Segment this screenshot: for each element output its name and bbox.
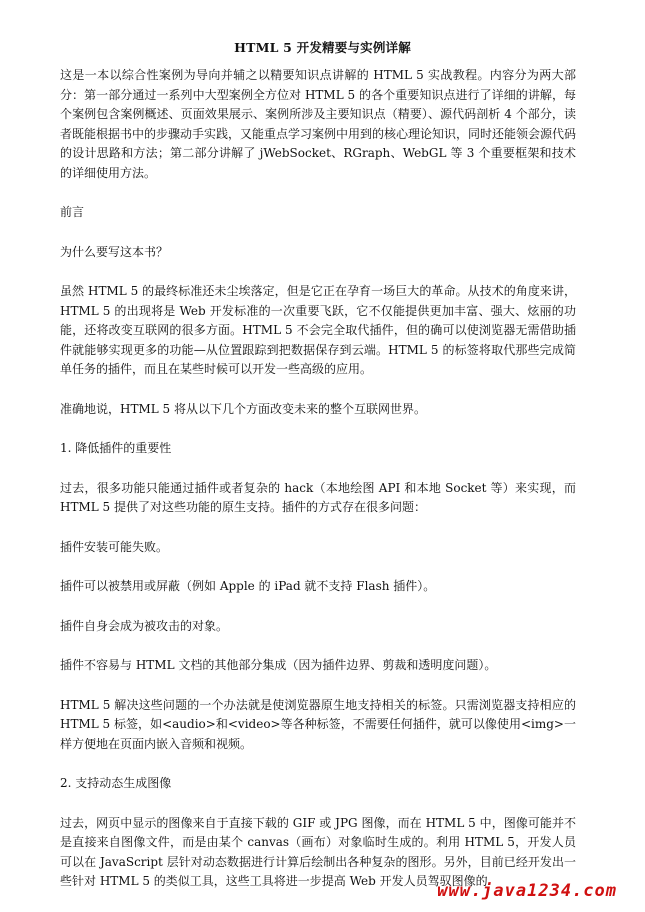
paragraph-revolution: 虽然 HTML 5 的最终标准还未尘埃落定，但是它正在孕育一场巨大的革命。从技术的角度来讲，HTML 5 的出现将是 Web 开发标准的一次重要飞跃，它不仅能提供更加丰富、强大、炫丽的功能，还将改变互联网的很多方面。HTML 5 不会完全取代插件，但的确可以使浏览器无需借助插件就能够实现更多的功能—从位置跟踪到把数据保存到云端。HTML 5 的标签将取代那些完成简单任务的插件，而且在某些时候可以开发一些高级的应用。 [60,284,576,376]
list-item-integration: 插件不容易与 HTML 文档的其他部分集成（因为插件边界、剪裁和透明度问题）。 [60,658,497,672]
intro-paragraph: 这是一本以综合性案例为导向并辅之以精要知识点讲解的 HTML 5 实战教程。内容分为两大部分：第一部分通过一系列中大型案例全方位对 HTML 5 的各个重要知识点进行了详细的讲解，每个案例包含案例概述、页面效果展示、案例所涉及主要知识点（精要）、源代码剖析 4 个部分，读者既能根据书中的步骤动手实践，又能重点学习案例中用到的核心理论知识，同时还能领会源代码的设计思路和方法；第二部分讲解了 jWebSocket、RGraph、WebGL 等 3 个重要框架和技术的详细使用方法。 [60,68,577,180]
list-item-install-fail: 插件安装可能失败。 [60,539,169,554]
document-body [60,66,576,912]
heading-plugins: 1. 降低插件的重要性 [60,441,172,455]
watermark-logo: www.java1234.com [437,881,617,901]
document-title: HTML 5 开发精要与实例详解 [234,40,411,55]
paragraph-canvas: 过去，网页中显示的图像来自于直接下载的 GIF 或 JPG 图像，而在 HTML 5 中，图像可能并不是直接来自图像文件，而是由某个 canvas（画布）对象临时生成的。利用 HTML 5，开发人员可以在 JavaScript 层针对动态数据进行计算后绘制出各种复杂的图形。另外，目前已经开发出一些针对 HTML 5 的类似工具，这些工具将进一步提高 Web 开发人员驾驭图像的 [60,815,576,888]
list-item-attack: 插件自身会成为被攻击的对象。 [60,618,229,633]
paragraph-aspects: 准确地说，HTML 5 将从以下几个方面改变未来的整个互联网世界。 [60,401,426,416]
paragraph-native-tags: HTML 5 解决这些问题的一个办法就是使浏览器原生地支持相关的标签。只需浏览器支持相应的 HTML 5 标签，如<audio>和<video>等各种标签，不需要任何插件，就可以像使用<img>一样方便地在页面内嵌入音频和视频。 [60,697,576,751]
subheading-why-write: 为什么要写这本书？ [60,244,169,259]
heading-dynamic-images: 2. 支持动态生成图像 [60,776,172,790]
list-item-disabled: 插件可以被禁用或屏蔽（例如 Apple 的 iPad 就不支持 Flash 插件）。 [60,579,436,593]
section-heading-preface: 前言 [60,205,85,219]
paragraph-plugin-problems: 过去，很多功能只能通过插件或者复杂的 hack（本地绘图 API 和本地 Socket 等）来实现，而 HTML 5 提供了对这些功能的原生支持。插件的方式存在很多问题： [60,480,576,514]
